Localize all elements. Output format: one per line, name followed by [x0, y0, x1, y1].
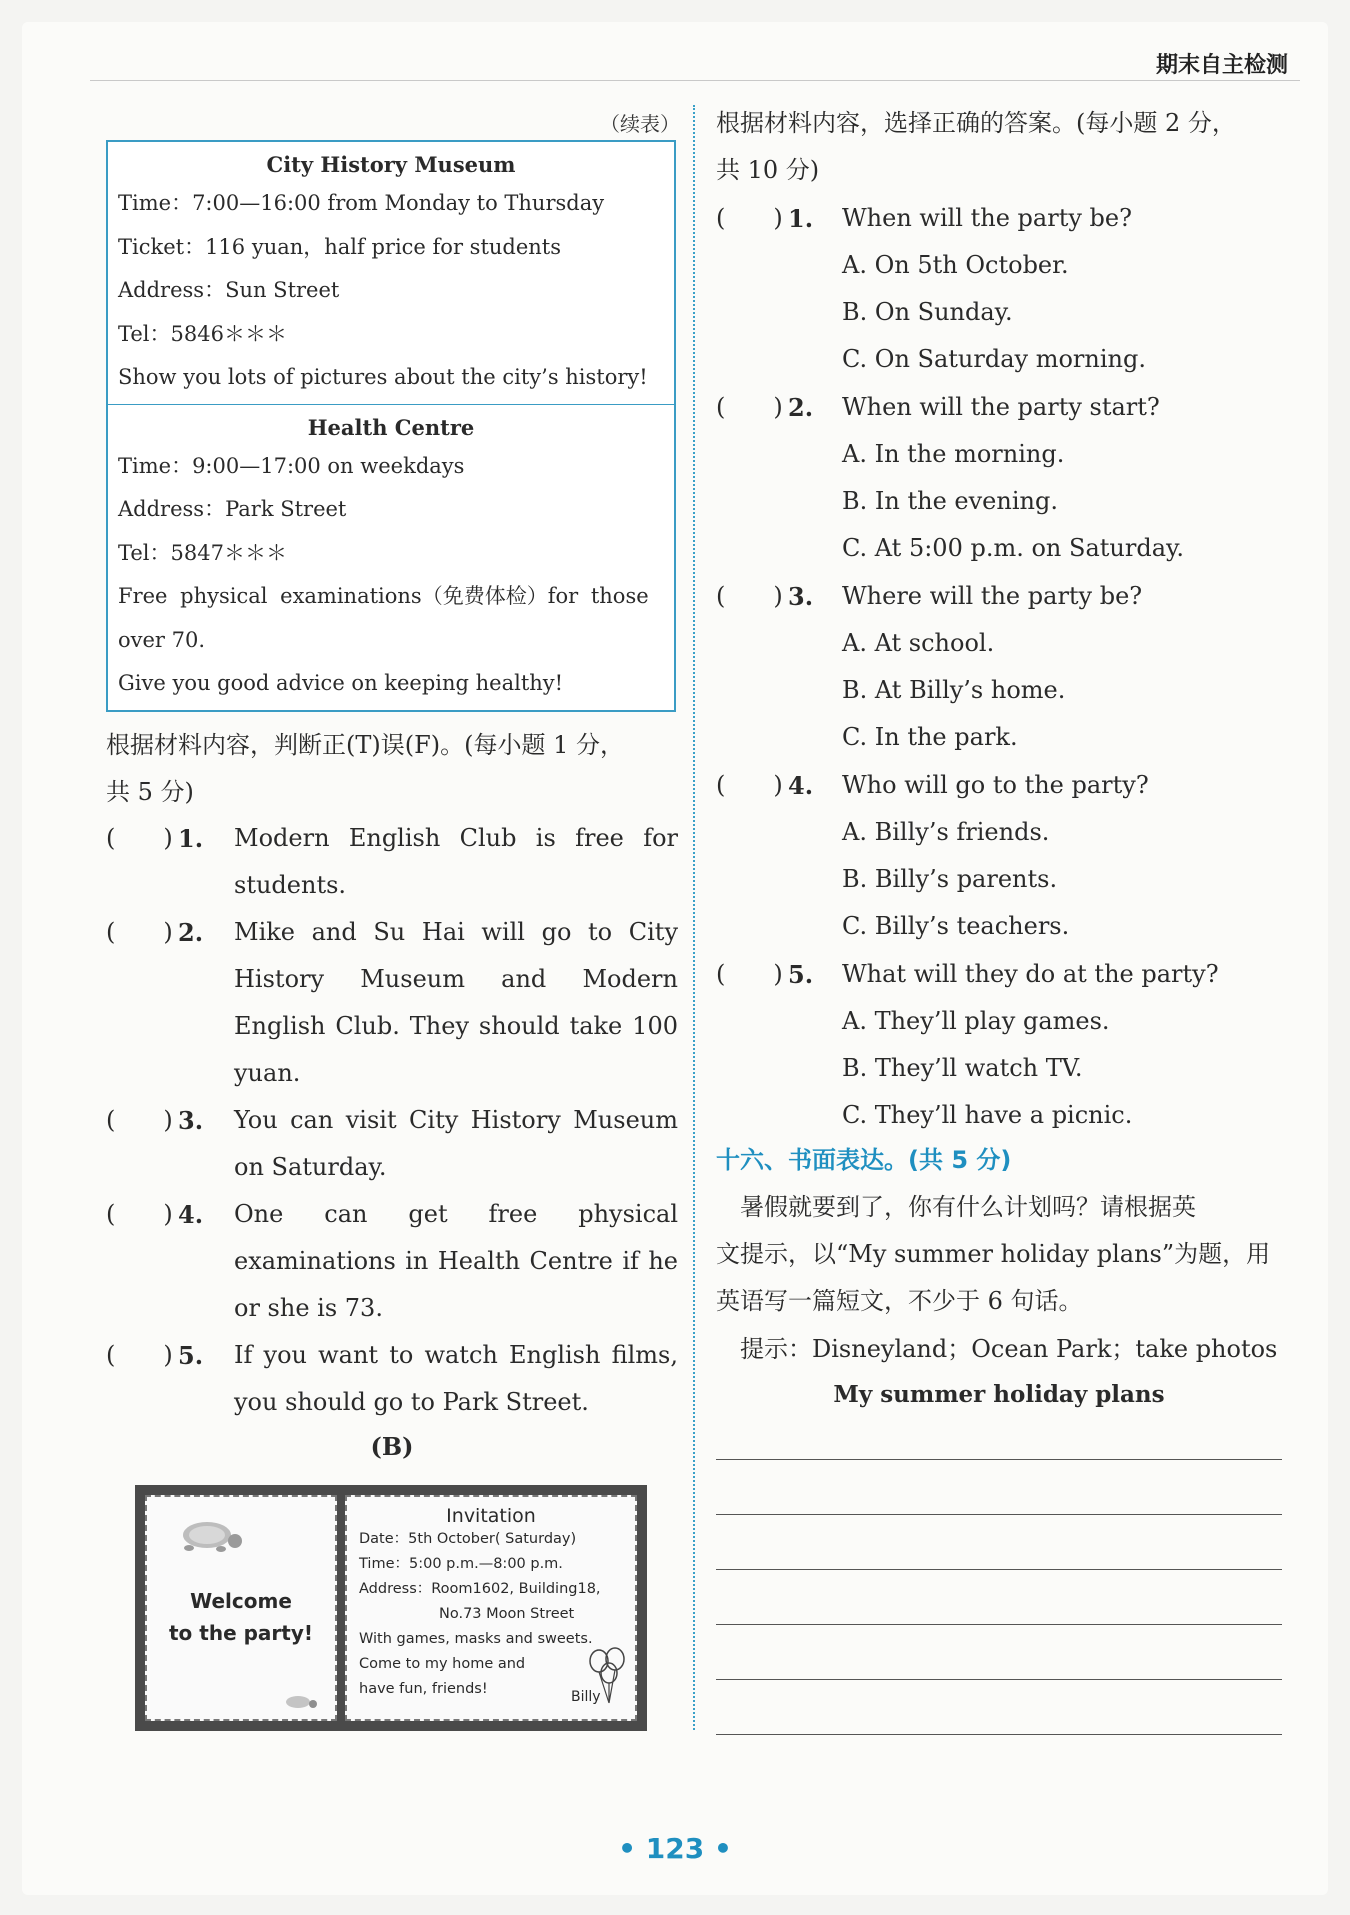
question-number: 2. — [788, 393, 814, 422]
question-number: 4. — [788, 771, 814, 800]
question-line: or she is 73. — [234, 1294, 383, 1322]
museum-title: City History Museum — [266, 152, 516, 177]
health-line: Give you good advice on keeping healthy! — [118, 671, 564, 695]
option: C. At 5:00 p.m. on Saturday. — [842, 534, 1185, 562]
question-text: What will they do at the party? — [842, 960, 1219, 988]
health-line: over 70. — [118, 627, 206, 652]
page-number — [0, 1832, 1350, 1865]
writing-line[interactable] — [716, 1624, 1282, 1625]
continued-label: （续表） — [600, 112, 680, 136]
health-line: Time：9:00—17:00 on weekdays — [118, 453, 465, 478]
question-number: 2. — [178, 918, 204, 947]
question-number: 1. — [788, 204, 814, 233]
health-line: Free physical examinations（免费体检）for those — [118, 584, 649, 608]
question-number: 5. — [788, 960, 814, 989]
writing-line[interactable] — [716, 1459, 1282, 1460]
question-line: Mike and Su Hai will go to City — [234, 918, 678, 946]
writing-line[interactable] — [716, 1679, 1282, 1680]
mc-question — [716, 951, 1316, 998]
writing-line[interactable] — [716, 1734, 1282, 1735]
question-text: When will the party start? — [842, 393, 1160, 421]
option: C. On Saturday morning. — [842, 345, 1146, 373]
option: B. In the evening. — [842, 487, 1058, 515]
question-line: on Saturday. — [234, 1153, 387, 1181]
option: B. At Billy’s home. — [842, 676, 1066, 704]
signature: Billy — [571, 1689, 601, 1705]
writing-prompt: 文提示，以“My summer holiday plans”为题，用 — [716, 1240, 1271, 1268]
question-line: You can visit City History Museum — [234, 1106, 678, 1134]
page-header: 期末自主检测 — [1155, 53, 1288, 78]
writing-prompt: 暑假就要到了，你有什么计划吗？请根据英 — [716, 1193, 1196, 1221]
invitation-cover — [145, 1495, 337, 1721]
option: C. They’ll have a picnic. — [842, 1101, 1133, 1129]
option: A. They’ll play games. — [842, 1007, 1110, 1035]
turtle-icon — [175, 1515, 245, 1559]
option: A. On 5th October. — [842, 251, 1069, 279]
invitation-line: Come to my home and — [359, 1656, 526, 1672]
option: A. At school. — [842, 629, 995, 657]
option: A. Billy’s friends. — [842, 818, 1050, 846]
health-line: Tel：5847＊＊＊ — [118, 540, 287, 565]
question-number: 4. — [178, 1200, 204, 1229]
page-number-dot: • — [618, 1832, 646, 1865]
option: B. Billy’s parents. — [842, 865, 1058, 893]
question-number: 3. — [788, 582, 814, 611]
museum-line: Show you lots of pictures about the city’s history! — [118, 365, 648, 389]
mc-question — [716, 762, 1316, 809]
answer-blank[interactable]: ( ) — [716, 393, 783, 421]
option: C. Billy’s teachers. — [842, 912, 1070, 940]
question-text: Who will go to the party? — [842, 771, 1149, 799]
tf-question — [106, 909, 678, 1097]
answer-blank[interactable]: ( ) — [106, 1341, 173, 1369]
tf-instruction-cont: 共 5 分) — [106, 778, 194, 806]
answer-blank[interactable]: ( ) — [716, 582, 783, 610]
question-text: Where will the party be? — [842, 582, 1143, 610]
option: B. On Sunday. — [842, 298, 1013, 326]
health-line: Address：Park Street — [118, 497, 347, 521]
mc-question — [716, 573, 1316, 620]
invitation-line: Date：5th October( Saturday) — [359, 1531, 577, 1547]
page-number-dot: • — [704, 1832, 732, 1865]
welcome-line: Welcome — [190, 1589, 292, 1613]
question-number: 3. — [178, 1106, 204, 1135]
invitation-card — [135, 1485, 647, 1731]
answer-blank[interactable]: ( ) — [106, 1200, 173, 1228]
answer-blank[interactable]: ( ) — [716, 771, 783, 799]
invitation-details — [345, 1495, 637, 1721]
question-line: students. — [234, 871, 347, 899]
tf-question — [106, 815, 678, 909]
museum-section — [108, 142, 674, 404]
answer-blank[interactable]: ( ) — [716, 960, 783, 988]
welcome-line: to the party! — [169, 1621, 313, 1645]
invitation-line: With games, masks and sweets. — [359, 1631, 593, 1647]
health-title: Health Centre — [307, 414, 475, 440]
page-number-value: 123 — [645, 1832, 705, 1865]
answer-blank[interactable]: ( ) — [716, 204, 783, 232]
question-line: One can get free physical — [234, 1200, 678, 1228]
mc-instruction-cont: 共 10 分) — [716, 156, 820, 184]
writing-hint: 提示：Disneyland；Ocean Park；take photos — [716, 1335, 1278, 1363]
writing-line[interactable] — [716, 1569, 1282, 1570]
answer-blank[interactable]: ( ) — [106, 824, 173, 852]
tf-question — [106, 1097, 678, 1191]
invitation-line: Address：Room1602, Building18, — [359, 1581, 601, 1597]
writing-line[interactable] — [716, 1514, 1282, 1515]
invitation-line: Time：5:00 p.m.—8:00 p.m. — [359, 1556, 563, 1572]
question-line: English Club. They should take 100 — [234, 1012, 678, 1040]
writing-section-title: 十六、书面表达。(共 5 分) — [716, 1146, 1012, 1174]
museum-line: Ticket：116 yuan，half price for students — [118, 234, 562, 259]
tf-question — [106, 1332, 678, 1426]
part-b-label: (B) — [370, 1432, 414, 1461]
option: B. They’ll watch TV. — [842, 1054, 1083, 1082]
question-line: If you want to watch English films, — [234, 1341, 678, 1369]
option: A. In the morning. — [842, 440, 1065, 468]
question-line: examinations in Health Centre if he — [234, 1247, 678, 1275]
answer-blank[interactable]: ( ) — [106, 1106, 173, 1134]
writing-prompt: 英语写一篇短文，不少于 6 句话。 — [716, 1287, 1083, 1315]
mc-instruction: 根据材料内容，选择正确的答案。(每小题 2 分， — [716, 109, 1236, 137]
health-section — [108, 404, 674, 710]
tf-instruction: 根据材料内容，判断正(T)误(F)。(每小题 1 分， — [106, 731, 625, 759]
small-turtle-icon — [282, 1691, 322, 1713]
question-line: Modern English Club is free for — [234, 824, 678, 852]
invitation-line: have fun, friends! — [359, 1681, 488, 1697]
question-number: 1. — [178, 824, 204, 853]
column-divider — [693, 105, 695, 1730]
museum-line: Tel：5846＊＊＊ — [118, 321, 287, 346]
question-line: you should go to Park Street. — [234, 1388, 589, 1416]
question-text: When will the party be? — [842, 204, 1132, 232]
invitation-line: No.73 Moon Street — [439, 1606, 575, 1622]
mc-question — [716, 384, 1316, 431]
header-rule — [90, 80, 1300, 81]
tf-question — [106, 1191, 678, 1332]
question-number: 5. — [178, 1341, 204, 1370]
museum-line: Address：Sun Street — [118, 278, 340, 302]
question-line: History Museum and Modern — [234, 965, 678, 993]
info-table — [106, 140, 676, 712]
question-line: yuan. — [234, 1059, 301, 1087]
invitation-title: Invitation — [446, 1505, 536, 1527]
option: C. In the park. — [842, 723, 1018, 751]
essay-title: My summer holiday plans — [833, 1381, 1165, 1408]
answer-blank[interactable]: ( ) — [106, 918, 173, 946]
museum-line: Time：7:00—16:00 from Monday to Thursday — [118, 191, 605, 215]
mc-question — [716, 195, 1316, 242]
